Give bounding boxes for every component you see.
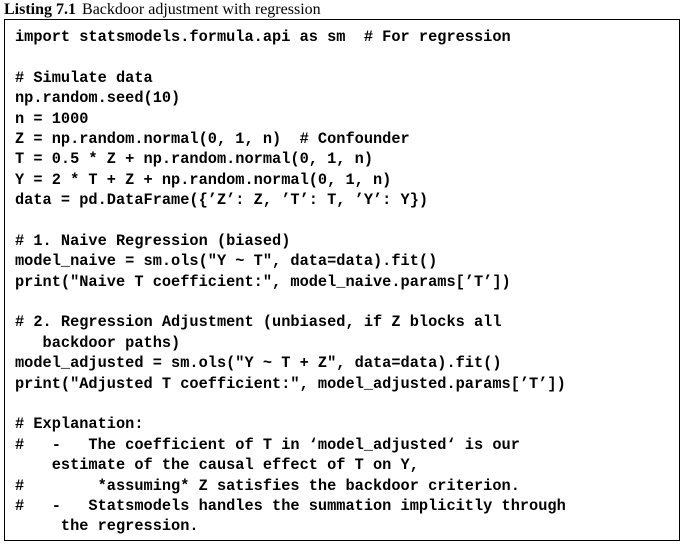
code-line: # *assuming* Z satisfies the backdoor criterion. <box>15 476 520 495</box>
code-line: import statsmodels.formula.api as sm # For regression <box>15 28 511 46</box>
code-line <box>15 292 566 312</box>
code-line: # 1. Naive Regression (biased) <box>15 231 291 250</box>
code-line: T = 0.5 * Z + np.random.normal(0, 1, n) <box>15 150 374 169</box>
code-line: # 2. Regression Adjustment (unbiased, if Z blocks all <box>15 313 502 332</box>
listing-title: Backdoor adjustment with regression <box>82 1 321 18</box>
code-listing-box <box>4 19 680 541</box>
code-line: estimate of the causal effect of T on Y, <box>15 456 419 475</box>
code-line: Y = 2 * T + Z + np.random.normal(0, 1, n) <box>15 170 392 189</box>
code-line: # - Statsmodels handles the summation implicitly through <box>15 496 566 515</box>
listing-label: Listing 7.1 <box>4 1 77 18</box>
code-line: model_naive = sm.ols("Y ~ T", data=data).fit() <box>15 252 438 271</box>
code-line: the regression. <box>15 517 199 536</box>
code-line <box>15 211 566 231</box>
code-line: n = 1000 <box>15 109 89 128</box>
code-line: print("Adjusted T coefficient:", model_adjusted.params[’T’]) <box>15 374 566 393</box>
code-line: # Explanation: <box>15 415 144 434</box>
code-block <box>15 27 566 537</box>
code-line: data = pd.DataFrame({’Z’: Z, ’T’: T, ’Y’: Y}) <box>15 191 429 210</box>
code-line: Z = np.random.normal(0, 1, n) # Confounder <box>15 129 410 148</box>
listing-caption <box>4 1 321 19</box>
code-line: backdoor paths) <box>15 333 181 352</box>
code-line: np.random.seed(10) <box>15 89 181 108</box>
code-line: # Simulate data <box>15 68 153 87</box>
code-line: print("Naive T coefficient:", model_naive.params[’T’]) <box>15 272 511 291</box>
code-line <box>15 394 566 414</box>
code-line: model_adjusted = sm.ols("Y ~ T + Z", data=data).fit() <box>15 354 502 373</box>
code-line: # - The coefficient of T in ‘model_adjusted‘ is our <box>15 435 520 454</box>
code-line <box>15 47 566 67</box>
